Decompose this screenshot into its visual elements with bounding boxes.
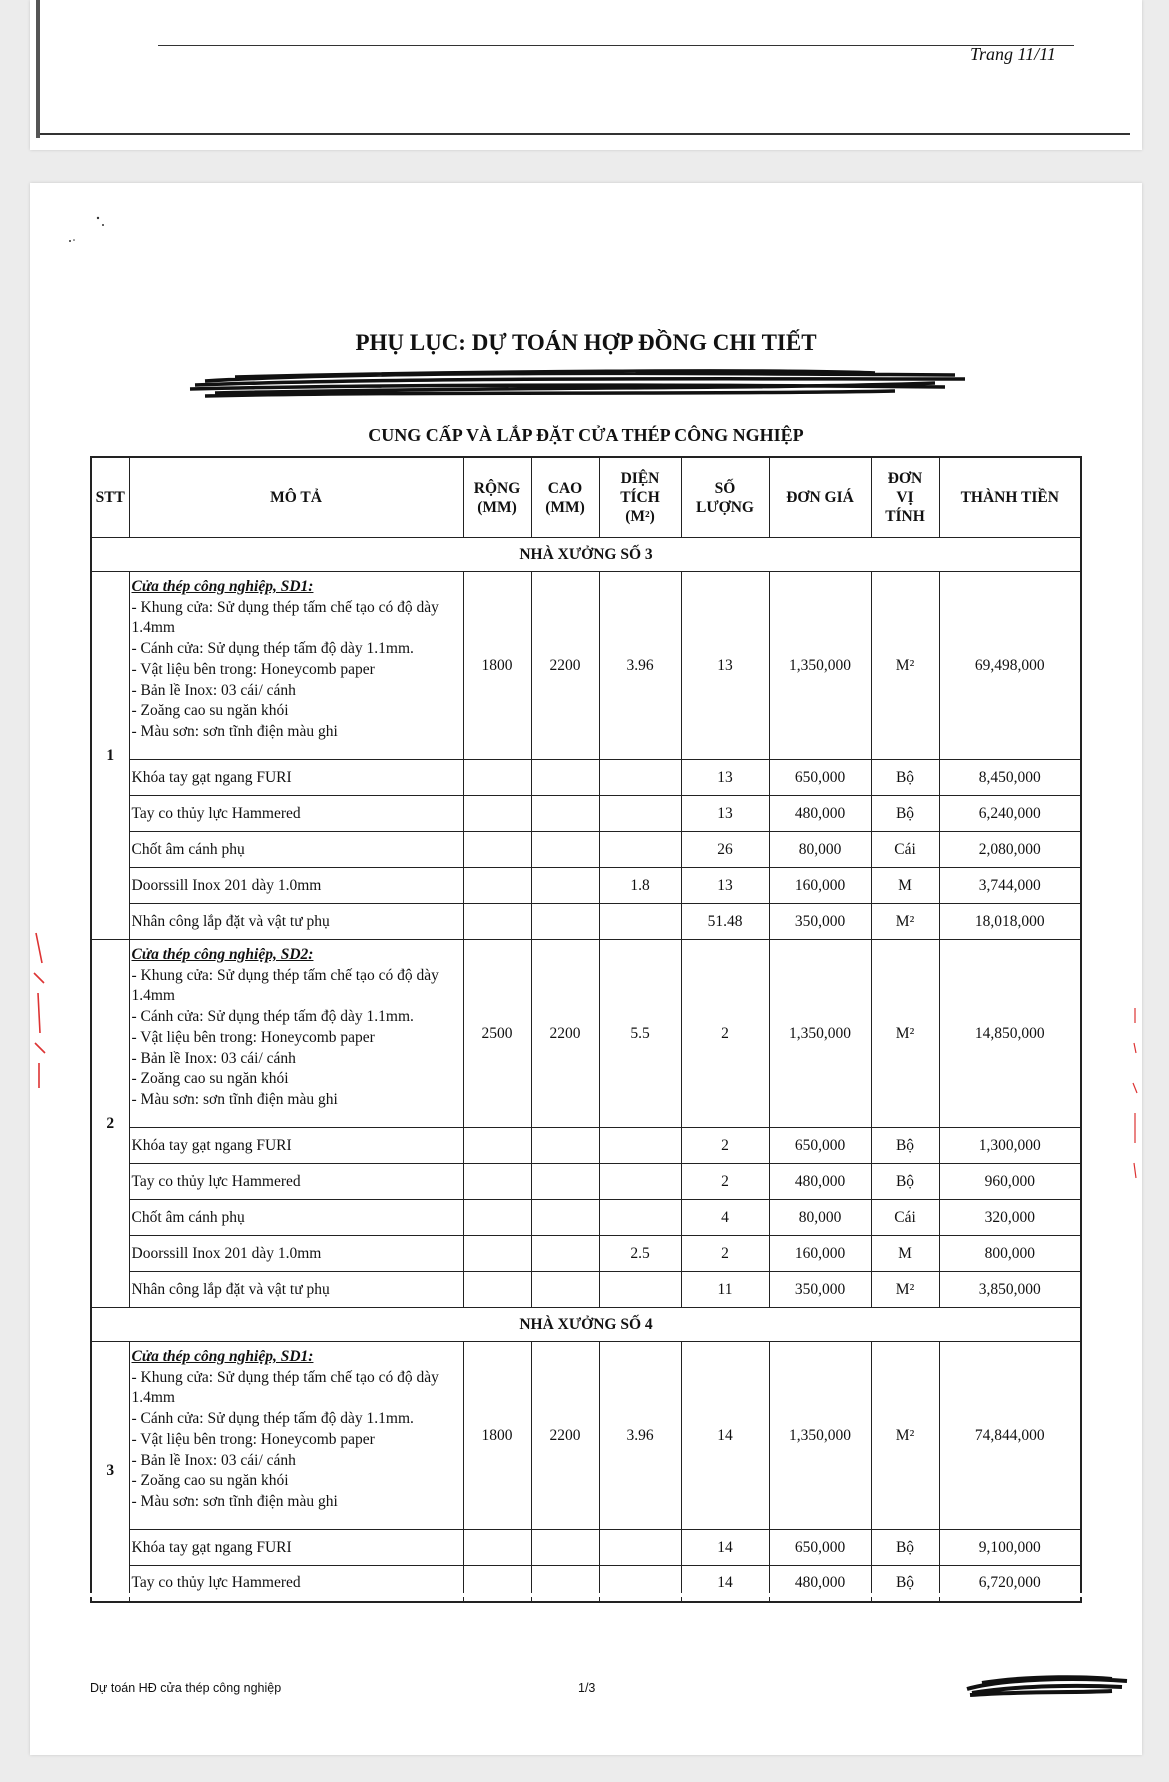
cell-dien-tich: [599, 1164, 681, 1200]
cell-thanh-tien: 6,240,000: [939, 796, 1081, 832]
cell-don-gia: 350,000: [769, 904, 871, 940]
cell-so-luong: 13: [681, 572, 769, 760]
item-specification: [129, 1342, 463, 1530]
col-header-width: RỘNG (MM): [463, 457, 531, 538]
cell-don-vi: M: [871, 1236, 939, 1272]
table-row: [91, 1272, 1081, 1308]
cell-don-vi: Bộ: [871, 760, 939, 796]
spec-line: - Khung cửa: Sử dụng thép tấm chế tạo có độ dày 1.4mm: [131, 598, 439, 637]
cell-thanh-tien: 8,450,000: [939, 760, 1081, 796]
cell-so-luong: 2: [681, 1164, 769, 1200]
cell-rong: [463, 868, 531, 904]
cell-don-gia: 160,000: [769, 868, 871, 904]
cell-cao: [531, 1236, 599, 1272]
cell-cao: [531, 760, 599, 796]
cell-don-vi: Bộ: [871, 1164, 939, 1200]
cell-don-vi: M²: [871, 940, 939, 1128]
col-header-amount: THÀNH TIỀN: [939, 457, 1081, 538]
cell-don-gia: 80,000: [769, 1200, 871, 1236]
spec-line: - Bản lề Inox: 03 cái/ cánh: [131, 1049, 296, 1067]
spec-line: - Vật liệu bên trong: Honeycomb paper: [131, 1028, 375, 1046]
spec-line: - Màu sơn: sơn tĩnh điện màu ghi: [131, 1090, 338, 1108]
previous-page-number: Trang 11/11: [970, 44, 1056, 64]
cell-so-luong: 13: [681, 868, 769, 904]
header-rule: [158, 45, 1074, 46]
cell-don-vi: Bộ: [871, 1530, 939, 1566]
cell-dien-tich: 5.5: [599, 940, 681, 1128]
col-header-quantity: SỐ LƯỢNG: [681, 457, 769, 538]
document-page: [30, 183, 1142, 1755]
cell-rong: [463, 832, 531, 868]
cell-don-gia: 80,000: [769, 832, 871, 868]
item-main-row: [91, 572, 1081, 760]
cell-rong: [463, 1272, 531, 1308]
cell-don-gia: 650,000: [769, 1530, 871, 1566]
cell-dien-tich: [599, 1530, 681, 1566]
spec-line: - Màu sơn: sơn tĩnh điện màu ghi: [131, 1492, 338, 1510]
previous-page-fragment: [30, 0, 1142, 150]
red-margin-annotation: [30, 923, 50, 1093]
cell-dien-tich: 1.8: [599, 868, 681, 904]
spec-line: - Zoăng cao su ngăn khói: [131, 1070, 289, 1088]
cell-description: Nhân công lắp đặt và vật tư phụ: [129, 904, 463, 940]
cell-don-vi: M²: [871, 904, 939, 940]
cell-thanh-tien: 69,498,000: [939, 572, 1081, 760]
cell-rong: 2500: [463, 940, 531, 1128]
bottom-rule: [40, 133, 1130, 135]
cell-don-vi: Cái: [871, 1200, 939, 1236]
redaction-scribble: [175, 369, 975, 399]
spec-line: - Bản lề Inox: 03 cái/ cánh: [131, 1451, 296, 1469]
cell-cao: [531, 1164, 599, 1200]
footer-page-number: 1/3: [578, 1681, 596, 1695]
table-row: [91, 796, 1081, 832]
cell-cao: [531, 832, 599, 868]
cell-so-luong: 14: [681, 1342, 769, 1530]
cell-don-gia: 650,000: [769, 760, 871, 796]
cell-rong: 1800: [463, 572, 531, 760]
spec-line: - Khung cửa: Sử dụng thép tấm chế tạo có độ dày 1.4mm: [131, 966, 439, 1005]
table-row: [91, 832, 1081, 868]
cell-rong: [463, 1530, 531, 1566]
item-main-row: [91, 940, 1081, 1128]
table-row: [91, 1200, 1081, 1236]
page-edge-bar: [36, 0, 40, 138]
spec-line: - Bản lề Inox: 03 cái/ cánh: [131, 681, 296, 699]
cell-description: Chốt âm cánh phụ: [129, 832, 463, 868]
cell-don-gia: 1,350,000: [769, 940, 871, 1128]
spec-line: - Zoăng cao su ngăn khói: [131, 1472, 289, 1490]
section-title: CUNG CẤP VÀ LẮP ĐẶT CỬA THÉP CÔNG NGHIỆP: [368, 425, 804, 445]
cell-dien-tich: [599, 1200, 681, 1236]
cell-description: Tay co thủy lực Hammered: [129, 1566, 463, 1602]
footer-document-name: Dự toán HĐ cửa thép công nghiệp: [90, 1681, 282, 1695]
cell-thanh-tien: 3,850,000: [939, 1272, 1081, 1308]
cell-rong: [463, 796, 531, 832]
cell-don-gia: 650,000: [769, 1128, 871, 1164]
cell-don-vi: M²: [871, 1272, 939, 1308]
cell-thanh-tien: 9,100,000: [939, 1530, 1081, 1566]
scan-specks: [60, 213, 120, 253]
cell-so-luong: 14: [681, 1566, 769, 1602]
cell-description: Khóa tay gạt ngang FURI: [129, 760, 463, 796]
section-row: [91, 1308, 1081, 1342]
cell-don-vi: M²: [871, 572, 939, 760]
cell-thanh-tien: 1,300,000: [939, 1128, 1081, 1164]
spec-line: - Vật liệu bên trong: Honeycomb paper: [131, 660, 375, 678]
col-header-unit: ĐƠN VỊ TÍNH: [871, 457, 939, 538]
cell-cao: 2200: [531, 1342, 599, 1530]
cell-don-vi: Cái: [871, 832, 939, 868]
cell-thanh-tien: 3,744,000: [939, 868, 1081, 904]
cell-don-gia: 160,000: [769, 1236, 871, 1272]
cell-don-gia: 480,000: [769, 1164, 871, 1200]
cell-dien-tich: [599, 904, 681, 940]
cell-description: Nhân công lắp đặt và vật tư phụ: [129, 1272, 463, 1308]
cell-dien-tich: [599, 796, 681, 832]
item-name: Cửa thép công nghiệp, SD1:: [131, 578, 314, 595]
col-header-unit-price: ĐƠN GIÁ: [769, 457, 871, 538]
cell-thanh-tien: 2,080,000: [939, 832, 1081, 868]
col-header-stt: STT: [91, 457, 129, 538]
cell-so-luong: 2: [681, 1128, 769, 1164]
cell-so-luong: 2: [681, 1236, 769, 1272]
cell-don-vi: Bộ: [871, 1566, 939, 1602]
cell-thanh-tien: 14,850,000: [939, 940, 1081, 1128]
section-row: [91, 538, 1081, 572]
cell-don-vi: Bộ: [871, 1128, 939, 1164]
item-number: 3: [91, 1342, 129, 1602]
spec-line: - Zoăng cao su ngăn khói: [131, 702, 289, 720]
cell-cao: [531, 1530, 599, 1566]
item-specification: [129, 572, 463, 760]
cell-cao: [531, 904, 599, 940]
redacted-signature: [962, 1671, 1132, 1699]
item-number: 2: [91, 940, 129, 1308]
cell-description: Tay co thủy lực Hammered: [129, 796, 463, 832]
table-row: [91, 760, 1081, 796]
cell-cao: [531, 1272, 599, 1308]
cell-rong: [463, 760, 531, 796]
table-row: [91, 1164, 1081, 1200]
cell-so-luong: 14: [681, 1530, 769, 1566]
item-main-row: [91, 1342, 1081, 1530]
cell-don-gia: 1,350,000: [769, 1342, 871, 1530]
cell-description: Doorssill Inox 201 dày 1.0mm: [129, 868, 463, 904]
item-name: Cửa thép công nghiệp, SD1:: [131, 1348, 314, 1365]
table-row: [91, 904, 1081, 940]
cell-description: Chốt âm cánh phụ: [129, 1200, 463, 1236]
table-row: [91, 868, 1081, 904]
cell-cao: [531, 1200, 599, 1236]
cell-rong: [463, 1236, 531, 1272]
cell-dien-tich: 3.96: [599, 1342, 681, 1530]
cell-thanh-tien: 6,720,000: [939, 1566, 1081, 1602]
cell-thanh-tien: 320,000: [939, 1200, 1081, 1236]
document-title: PHỤ LỤC: DỰ TOÁN HỢP ĐỒNG CHI TIẾT: [355, 330, 817, 355]
cell-don-vi: M: [871, 868, 939, 904]
table-header-row: [91, 457, 1081, 538]
cell-so-luong: 13: [681, 760, 769, 796]
cell-so-luong: 26: [681, 832, 769, 868]
cell-dien-tich: 3.96: [599, 572, 681, 760]
cell-cao: 2200: [531, 572, 599, 760]
cell-rong: 1800: [463, 1342, 531, 1530]
col-header-area: DIỆN TÍCH (M²): [599, 457, 681, 538]
cell-dien-tich: [599, 760, 681, 796]
cell-don-gia: 1,350,000: [769, 572, 871, 760]
cell-cao: [531, 1128, 599, 1164]
cell-dien-tich: [599, 1128, 681, 1164]
cell-so-luong: 4: [681, 1200, 769, 1236]
cell-don-gia: 480,000: [769, 796, 871, 832]
spec-line: - Cánh cửa: Sử dụng thép tấm độ dày 1.1mm.: [131, 1008, 414, 1026]
cell-thanh-tien: 800,000: [939, 1236, 1081, 1272]
table-row: [91, 1530, 1081, 1566]
table-row: [91, 1236, 1081, 1272]
cell-description: Doorssill Inox 201 dày 1.0mm: [129, 1236, 463, 1272]
cell-description: Tay co thủy lực Hammered: [129, 1164, 463, 1200]
estimate-table: [90, 456, 1082, 1603]
item-name: Cửa thép công nghiệp, SD2:: [131, 946, 314, 963]
table-row: [91, 1128, 1081, 1164]
cell-dien-tich: [599, 1272, 681, 1308]
section-title-cell: NHÀ XƯỞNG SỐ 3: [91, 538, 1081, 572]
cell-so-luong: 13: [681, 796, 769, 832]
red-margin-annotation-right: [1128, 1003, 1142, 1183]
table-body: [91, 538, 1081, 1602]
page-cut-edge: [90, 1593, 1086, 1597]
cell-cao: 2200: [531, 940, 599, 1128]
cell-thanh-tien: 18,018,000: [939, 904, 1081, 940]
item-specification: [129, 940, 463, 1128]
cell-rong: [463, 1164, 531, 1200]
cell-rong: [463, 904, 531, 940]
cell-cao: [531, 868, 599, 904]
spec-line: - Màu sơn: sơn tĩnh điện màu ghi: [131, 722, 338, 740]
cell-don-gia: 480,000: [769, 1566, 871, 1602]
cell-rong: [463, 1128, 531, 1164]
cell-don-vi: M²: [871, 1342, 939, 1530]
spec-line: - Cánh cửa: Sử dụng thép tấm độ dày 1.1mm.: [131, 640, 414, 658]
item-number: 1: [91, 572, 129, 940]
cell-dien-tich: [599, 832, 681, 868]
cell-don-gia: 350,000: [769, 1272, 871, 1308]
section-title-cell: NHÀ XƯỞNG SỐ 4: [91, 1308, 1081, 1342]
cell-so-luong: 51.48: [681, 904, 769, 940]
spec-line: - Cánh cửa: Sử dụng thép tấm độ dày 1.1mm.: [131, 1410, 414, 1428]
col-header-description: MÔ TẢ: [129, 457, 463, 538]
cell-so-luong: 11: [681, 1272, 769, 1308]
cell-description: Khóa tay gạt ngang FURI: [129, 1128, 463, 1164]
cell-don-vi: Bộ: [871, 796, 939, 832]
cell-dien-tich: 2.5: [599, 1236, 681, 1272]
cell-thanh-tien: 74,844,000: [939, 1342, 1081, 1530]
spec-line: - Khung cửa: Sử dụng thép tấm chế tạo có độ dày 1.4mm: [131, 1368, 439, 1407]
cell-so-luong: 2: [681, 940, 769, 1128]
spec-line: - Vật liệu bên trong: Honeycomb paper: [131, 1430, 375, 1448]
cell-thanh-tien: 960,000: [939, 1164, 1081, 1200]
cell-cao: [531, 796, 599, 832]
col-header-height: CAO (MM): [531, 457, 599, 538]
cell-description: Khóa tay gạt ngang FURI: [129, 1530, 463, 1566]
cell-rong: [463, 1200, 531, 1236]
